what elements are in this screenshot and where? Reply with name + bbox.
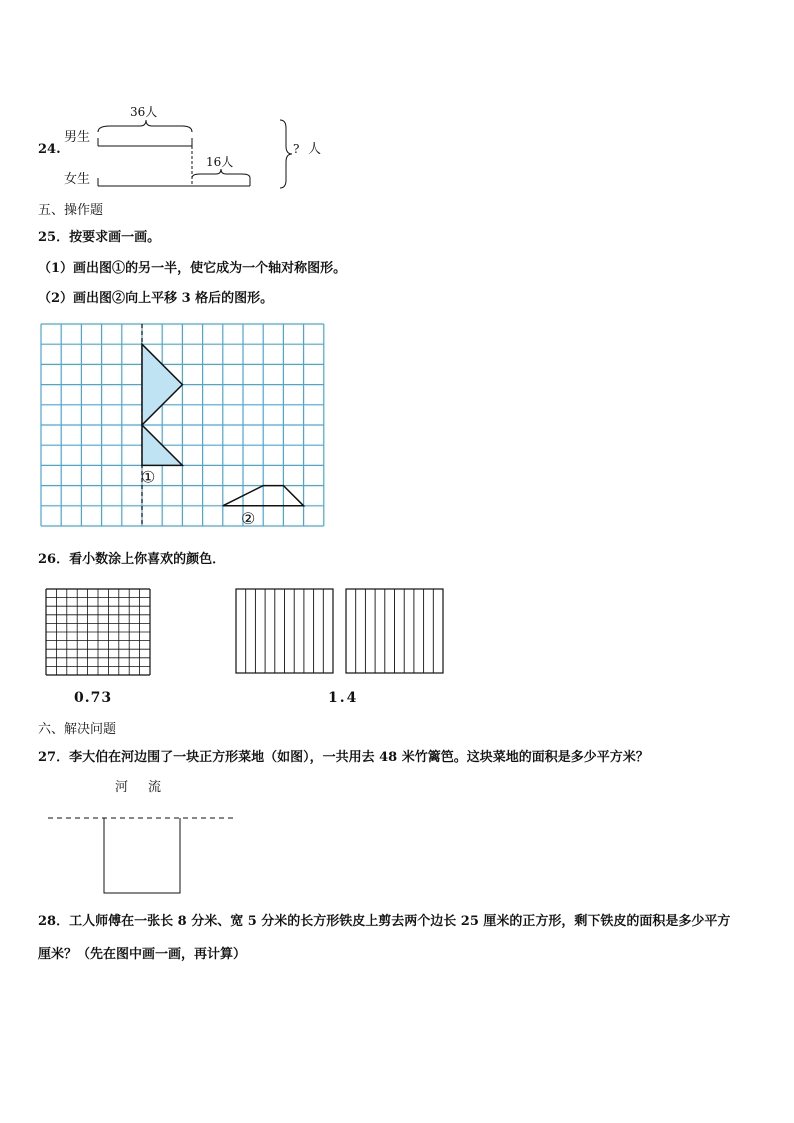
q24-unit: 人 (308, 142, 322, 157)
q27-fence (104, 818, 180, 893)
q24-question-mark: ? (293, 142, 300, 156)
q24-extra-brace (192, 169, 250, 178)
q25-grid-label-1: ① (141, 467, 156, 487)
section5-title: 五、操作题 (38, 203, 104, 218)
q28-line1: 28．工人师傅在一张长 8 分米、宽 5 分米的长方形铁皮上剪去两个边长 25 厘米的正方形，剩下铁皮的面积是多少平方 (38, 914, 731, 929)
q24-number: 24. (38, 142, 61, 157)
q25-grid[interactable] (40, 323, 330, 535)
q27-title: 27．李大伯在河边围了一块正方形菜地（如图），一共用去 48 米竹篱笆。这块菜地的面积是多少平方米？ (38, 750, 649, 765)
q25-task2-mark: ② (112, 291, 126, 306)
q26-tenths-strips[interactable] (235, 588, 447, 674)
q25-task1-pre: （1）画出图 (38, 261, 113, 276)
q24-total-brace (280, 120, 292, 188)
q25-grid-lines (41, 324, 324, 526)
q27-river-char2: 流 (148, 780, 162, 795)
q25-task2-post: 向上平移 3 格后的图形。 (125, 291, 274, 306)
q26-title: 26．看小数涂上你喜欢的颜色． (38, 552, 226, 567)
q24-boy-count: 36人 (130, 105, 158, 119)
q26-tenths-strip-1[interactable] (236, 589, 333, 673)
q27-river-char1: 河 (115, 780, 129, 795)
q28-line2: 厘米？（先在图中画一画，再计算） (38, 947, 247, 962)
q24-segment-diagram (0, 0, 794, 200)
q24-extra-count: 16人 (206, 155, 234, 169)
q26-value1: 0.73 (74, 690, 113, 706)
q26-hundred-grid[interactable] (45, 588, 151, 676)
q25-task1-post: 的另一半，使它成为一个轴对称图形。 (125, 261, 347, 276)
q25-task2 (38, 291, 273, 307)
q24-girl-label: 女生 (64, 172, 91, 187)
section6-title: 六、解决问题 (38, 722, 117, 737)
q25-task1-mark: ① (112, 261, 126, 276)
q27-vegetable-field-diagram (40, 810, 240, 900)
q25-title: 25．按要求画一画。 (38, 230, 161, 245)
q26-value2: 1.4 (328, 690, 359, 706)
q25-task1 (38, 261, 346, 277)
q24-boy-brace (98, 120, 192, 132)
q25-task2-pre: （2）画出图 (38, 291, 113, 306)
q25-grid-label-2: ② (241, 509, 256, 528)
q24-boy-label: 男生 (64, 130, 91, 145)
q26-tenths-strip-2[interactable] (346, 589, 443, 673)
